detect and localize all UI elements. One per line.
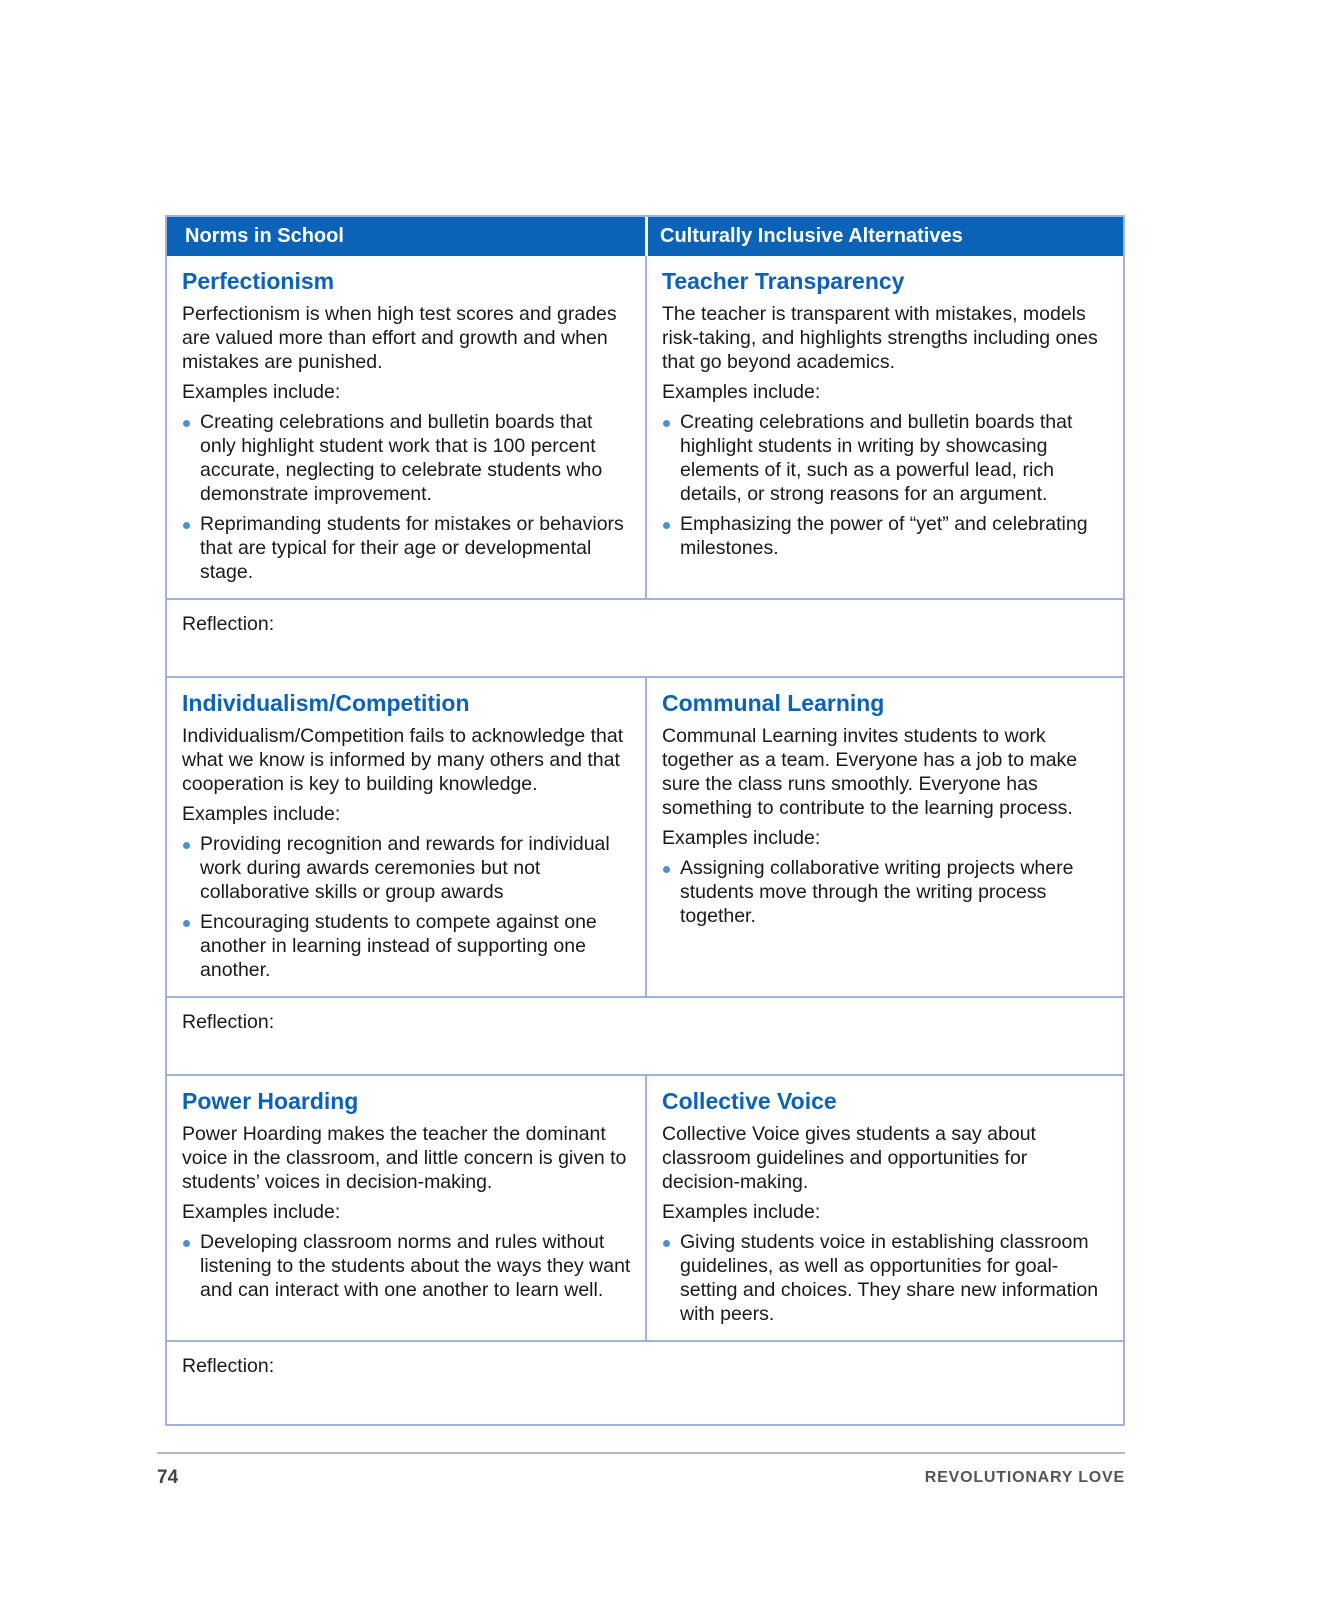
norm-cell <box>167 256 645 598</box>
alternative-cell <box>645 256 1123 598</box>
norm-cell <box>167 1076 645 1340</box>
bullet-icon <box>183 842 190 849</box>
norms-table <box>165 215 1125 1426</box>
table-row <box>167 676 1123 996</box>
norm-description: Power Hoarding makes the teacher the dominant voice in the classroom, and little concern is given to students’ voices in decision-making. <box>182 1123 627 1193</box>
list-item <box>662 512 1109 560</box>
running-title: REVOLUTIONARY LOVE <box>924 1469 1125 1486</box>
list-item <box>662 856 1109 928</box>
header-norms-in-school: Norms in School <box>185 225 344 247</box>
alternative-title: Collective Voice <box>662 1088 837 1114</box>
examples-list <box>662 410 1109 560</box>
bullet-icon <box>663 420 670 427</box>
list-item-text: Creating celebrations and bulletin boards that only highlight student work that is 100 percent accurate, neglecting to celebrate students who demonstrate improvement. <box>200 411 603 505</box>
norm-description: Individualism/Competition fails to acknowledge that what we know is informed by many others and that cooperation is key to building knowledge. <box>182 725 624 795</box>
alternative-description: Communal Learning invites students to work together as a team. Everyone has a job to make sure the class runs smoothly. Everyone has something to contribute to the learning process. <box>662 725 1078 819</box>
list-item <box>182 832 631 904</box>
alternative-cell <box>645 1076 1123 1340</box>
bullet-icon <box>663 866 670 873</box>
alternative-description: Collective Voice gives students a say about classroom guidelines and opportunities for decision-making. <box>662 1123 1036 1193</box>
alternative-description: The teacher is transparent with mistakes, models risk-taking, and highlights strengths including ones that go beyond academics. <box>662 303 1098 373</box>
list-item <box>182 410 631 506</box>
list-item-text: Providing recognition and rewards for individual work during awards ceremonies but not collaborative skills or group awards <box>200 833 610 903</box>
bullet-icon <box>183 522 190 529</box>
list-item-text: Developing classroom norms and rules without listening to the students about the ways they want and can interact with one another to learn well. <box>200 1231 631 1301</box>
norm-title: Individualism/Competition <box>182 690 470 716</box>
norm-cell <box>167 678 645 996</box>
page-number: 74 <box>157 1467 179 1488</box>
list-item-text: Creating celebrations and bulletin boards that highlight students in writing by showcasing elements of it, such as a powerful lead, rich details, or strong reasons for an argument. <box>680 411 1073 505</box>
bullet-icon <box>183 920 190 927</box>
bullet-icon <box>663 1240 670 1247</box>
table-header <box>167 217 1123 256</box>
list-item-text: Assigning collaborative writing projects where students move through the writing process together. <box>680 857 1074 927</box>
list-item <box>182 512 631 584</box>
alternative-title: Communal Learning <box>662 690 885 716</box>
bullet-icon <box>663 522 670 529</box>
bullet-icon <box>183 420 190 427</box>
norm-description: Perfectionism is when high test scores and grades are valued more than effort and growth and when mistakes are punished. <box>182 303 617 373</box>
table-row <box>167 256 1123 598</box>
norm-title: Perfectionism <box>182 268 335 294</box>
reflection-row: Reflection: <box>167 598 1123 676</box>
table-row <box>167 1074 1123 1340</box>
list-item <box>662 410 1109 506</box>
examples-label: Examples include: <box>662 1201 821 1223</box>
reflection-row: Reflection: <box>167 996 1123 1074</box>
bullet-icon <box>183 1240 190 1247</box>
examples-label: Examples include: <box>182 1201 341 1223</box>
list-item <box>182 910 631 982</box>
norm-title: Power Hoarding <box>182 1088 359 1114</box>
list-item <box>182 1230 631 1302</box>
alternative-cell <box>645 678 1123 996</box>
alternative-title: Teacher Transparency <box>662 268 905 294</box>
examples-list <box>182 410 631 584</box>
examples-list <box>182 1230 631 1302</box>
list-item-text: Emphasizing the power of “yet” and celebrating milestones. <box>680 513 1088 559</box>
footer-divider <box>157 1452 1125 1454</box>
examples-list <box>182 832 631 982</box>
examples-label: Examples include: <box>182 803 341 825</box>
examples-list <box>662 1230 1109 1326</box>
examples-label: Examples include: <box>182 381 341 403</box>
examples-list <box>662 856 1109 928</box>
examples-label: Examples include: <box>662 381 821 403</box>
list-item <box>662 1230 1109 1326</box>
examples-label: Examples include: <box>662 827 821 849</box>
list-item-text: Giving students voice in establishing classroom guidelines, as well as opportunities for goal-setting and choices. They share new information with peers. <box>680 1231 1099 1325</box>
header-culturally-inclusive-alternatives: Culturally Inclusive Alternatives <box>645 217 1123 256</box>
reflection-row: Reflection: <box>167 1340 1123 1424</box>
list-item-text: Encouraging students to compete against one another in learning instead of supporting one another. <box>200 911 597 981</box>
list-item-text: Reprimanding students for mistakes or behaviors that are typical for their age or developmental stage. <box>200 513 624 583</box>
